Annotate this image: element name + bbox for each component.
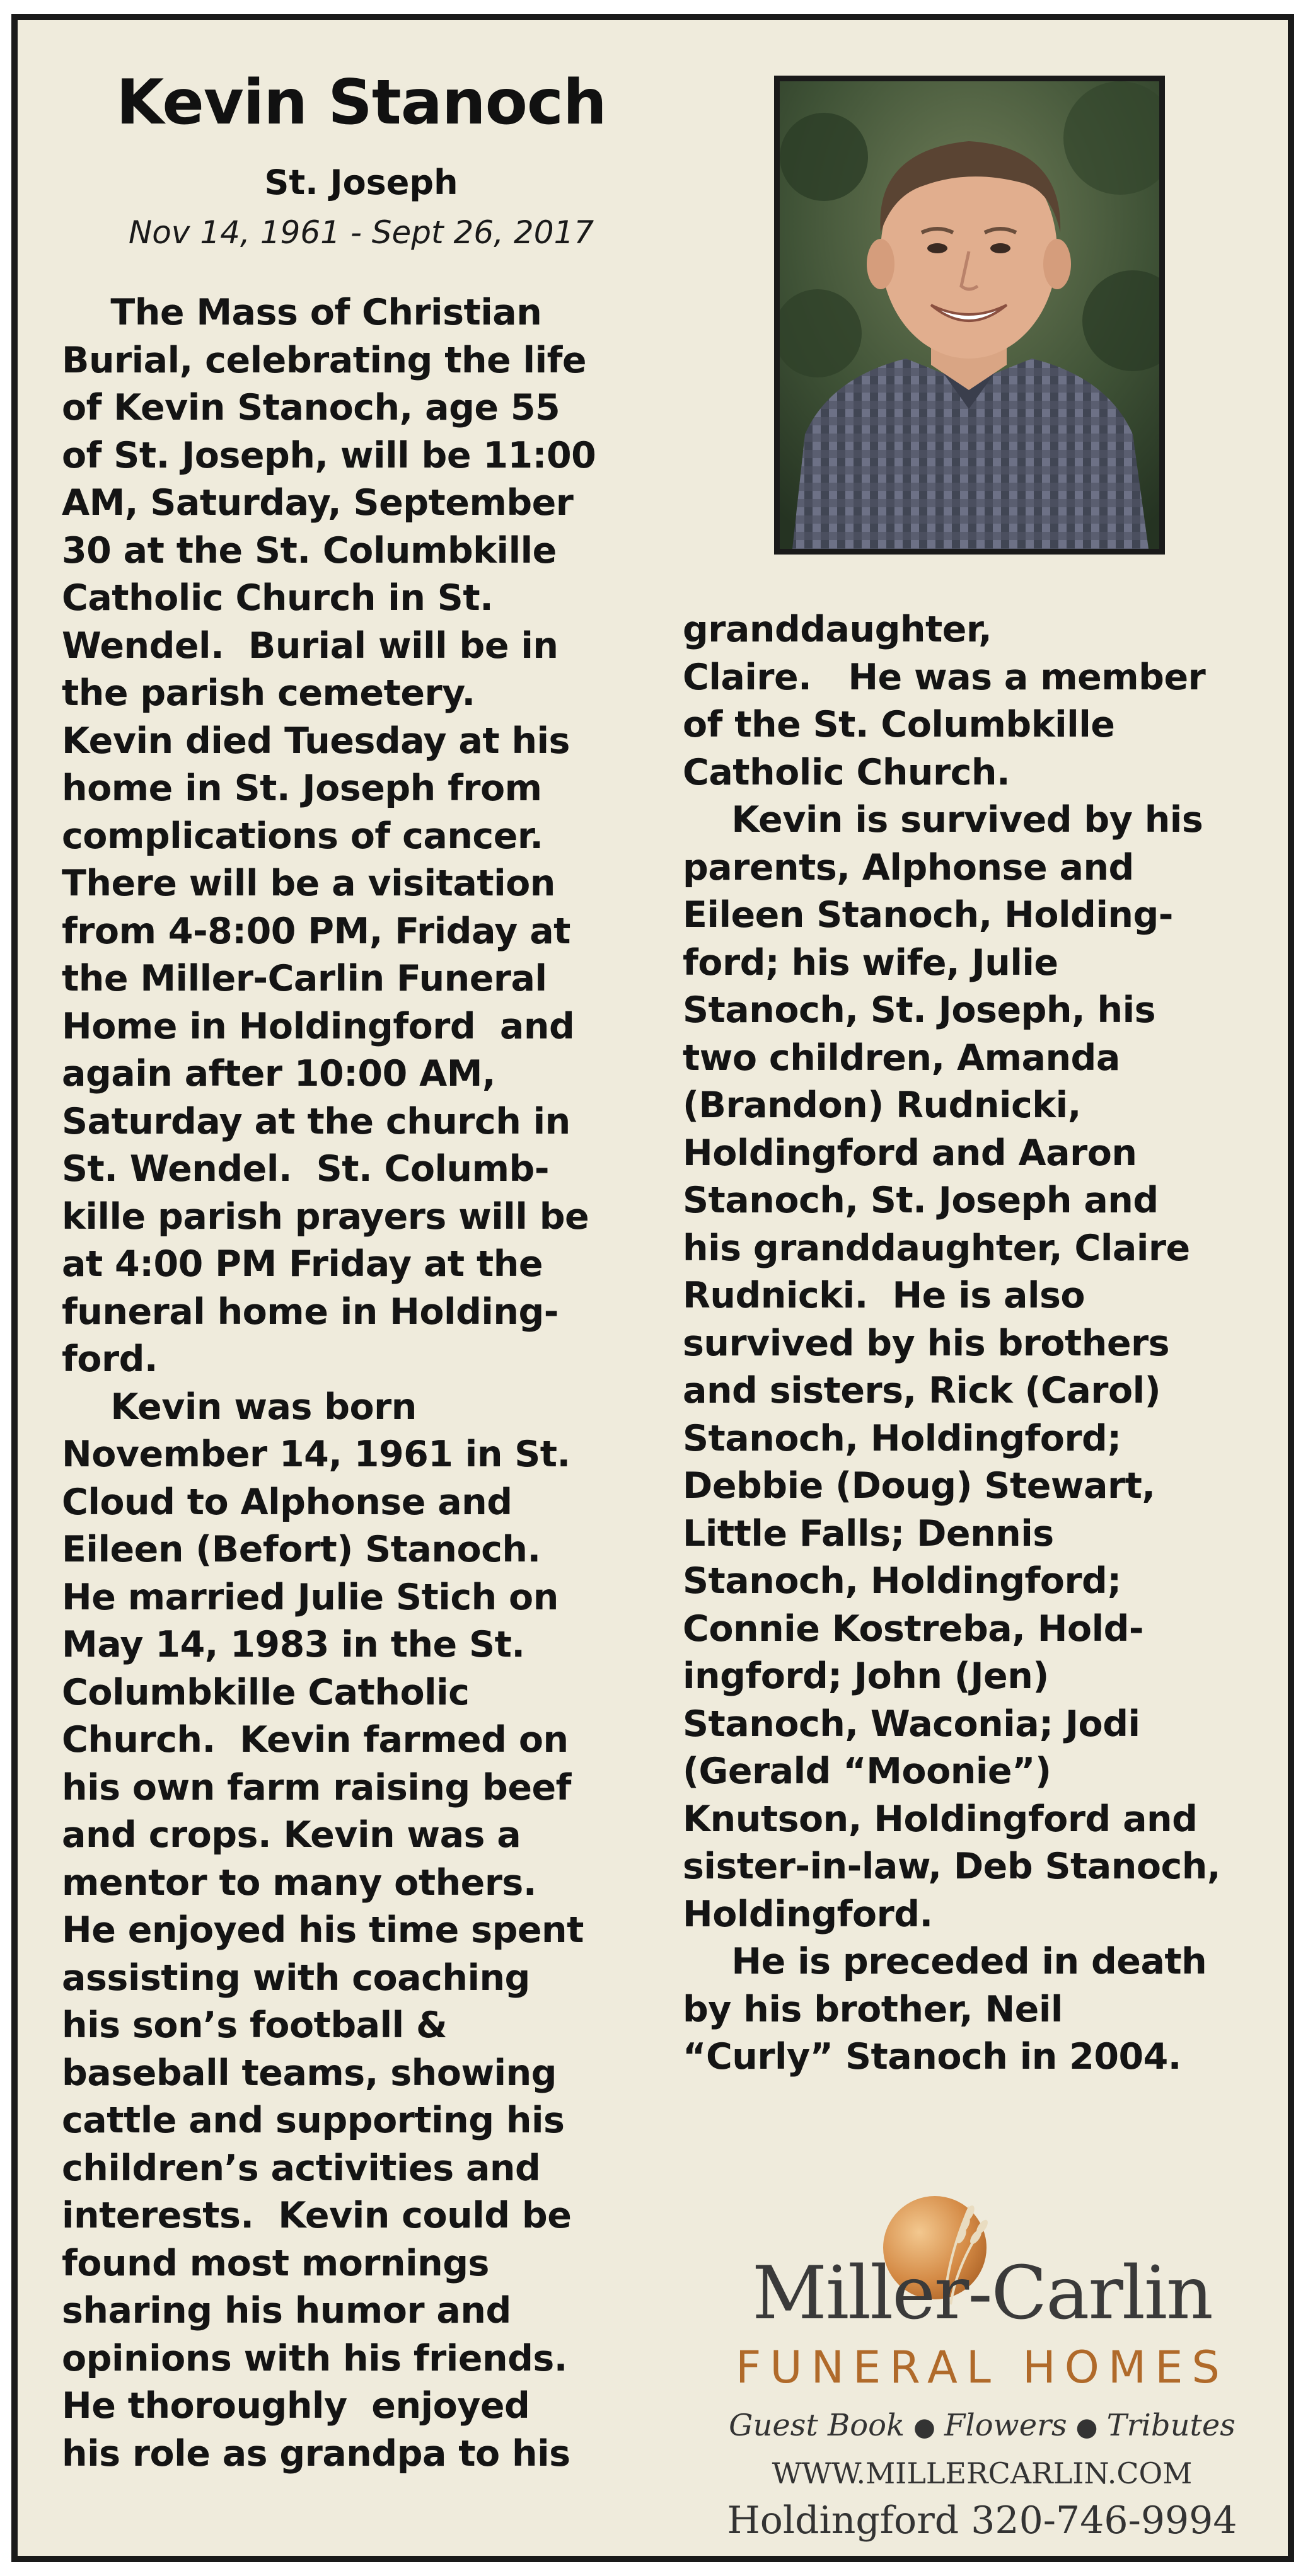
service-tributes: Tributes xyxy=(1106,2408,1236,2443)
text-line: mentor to many others. xyxy=(62,1861,537,1904)
text-line: complications of cancer. xyxy=(62,815,543,857)
portrait-photo xyxy=(774,76,1165,555)
text-line: Stanoch, Holdingford; xyxy=(683,1560,1121,1602)
funeral-home-subtitle: FUNERAL HOMES xyxy=(736,2342,1229,2393)
phone-number: Holdingford 320-746-9994 xyxy=(727,2498,1237,2543)
text-line: Cloud to Alphonse and xyxy=(62,1481,512,1523)
text-line: Church. Kevin farmed on xyxy=(62,1719,569,1761)
text-line: Holdingford. xyxy=(683,1893,933,1935)
text-line: There will be a visitation xyxy=(62,863,555,904)
text-line: Burial, celebrating the life xyxy=(62,339,587,381)
text-line: Claire. He was a member xyxy=(683,656,1206,698)
text-line: Stanoch, St. Joseph and xyxy=(683,1180,1159,1221)
text-line: baseball teams, showing xyxy=(62,2052,557,2094)
text-line: Rudnicki. He is also xyxy=(683,1275,1085,1316)
life-dates: Nov 14, 1961 - Sept 26, 2017 xyxy=(128,214,594,251)
text-line: of the St. Columbkille xyxy=(683,704,1115,745)
text-line: Catholic Church. xyxy=(683,751,1010,793)
text-line: ford; his wife, Julie xyxy=(683,941,1058,984)
text-line: Saturday at the church in xyxy=(62,1100,570,1142)
text-line: Stanoch, St. Joseph, his xyxy=(683,989,1156,1031)
text-line: survived by his brothers xyxy=(683,1322,1170,1364)
text-line: the parish cemetery. xyxy=(62,672,475,714)
text-line: granddaughter, xyxy=(683,609,992,650)
text-line: and crops. Kevin was a xyxy=(62,1814,521,1856)
text-line: Eileen Stanoch, Holding- xyxy=(683,894,1173,936)
text-line: opinions with his friends. xyxy=(62,2337,567,2379)
text-line: He thoroughly enjoyed xyxy=(62,2385,530,2427)
text-line: his son’s football & xyxy=(62,2004,448,2046)
text-line: by his brother, Neil xyxy=(683,1988,1063,2030)
funeral-home-name: Miller-Carlin xyxy=(752,2251,1212,2336)
text-line: his role as grandpa to his xyxy=(62,2432,570,2475)
text-line: of St. Joseph, will be 11:00 xyxy=(62,434,596,476)
text-line: Eileen (Befort) Stanoch. xyxy=(62,1529,541,1570)
text-line: sharing his humor and xyxy=(62,2290,511,2332)
text-line: Kevin was born xyxy=(62,1386,417,1428)
text-line: from 4-8:00 PM, Friday at xyxy=(62,910,570,952)
text-line: funeral home in Holding- xyxy=(62,1291,559,1333)
text-line: (Brandon) Rudnicki, xyxy=(683,1084,1081,1126)
text-line: He married Julie Stich on xyxy=(62,1576,559,1618)
text-line: found most mornings xyxy=(62,2242,489,2284)
text-line: May 14, 1983 in the St. xyxy=(62,1624,525,1665)
text-line: his own farm raising beef xyxy=(62,1766,571,1808)
website-url: WWW.MILLERCARLIN.COM xyxy=(772,2456,1193,2490)
text-line: parents, Alphonse and xyxy=(683,846,1134,888)
text-line: Kevin is survived by his xyxy=(683,799,1203,841)
text-line: his granddaughter, Claire xyxy=(683,1227,1190,1269)
text-line: kille parish prayers will be xyxy=(62,1195,589,1238)
text-line: 30 at the St. Columbkille xyxy=(62,529,557,572)
text-line: Columbkille Catholic xyxy=(62,1671,470,1713)
text-line: of Kevin Stanoch, age 55 xyxy=(62,387,560,428)
bullet-icon: ● xyxy=(1075,2413,1098,2442)
text-line: St. Wendel. St. Columb- xyxy=(62,1148,549,1190)
portrait-icon xyxy=(780,81,1159,549)
text-line: Knutson, Holdingford and xyxy=(683,1798,1198,1840)
text-line: Debbie (Doug) Stewart, xyxy=(683,1465,1155,1507)
text-line: ford. xyxy=(62,1338,158,1380)
text-line: (Gerald “Moonie”) xyxy=(683,1751,1051,1792)
text-line: Connie Kostreba, Hold- xyxy=(683,1607,1144,1650)
text-line: and sisters, Rick (Carol) xyxy=(683,1370,1161,1412)
bullet-icon: ● xyxy=(913,2413,936,2442)
text-line: children’s activities and xyxy=(62,2147,541,2189)
obituary-page xyxy=(11,14,1294,2562)
text-line: The Mass of Christian xyxy=(62,292,542,333)
text-line: interests. Kevin could be xyxy=(62,2195,572,2236)
text-line: Catholic Church in St. xyxy=(62,577,494,619)
text-line: Wendel. Burial will be in xyxy=(62,624,559,667)
service-flowers: Flowers xyxy=(944,2408,1067,2443)
text-line: Kevin died Tuesday at his xyxy=(62,720,570,762)
text-line: again after 10:00 AM, xyxy=(62,1053,496,1095)
service-guest-book: Guest Book xyxy=(729,2408,905,2443)
text-line: Holdingford and Aaron xyxy=(683,1132,1137,1174)
text-line: the Miller-Carlin Funeral xyxy=(62,958,547,999)
text-line: sister-in-law, Deb Stanoch, xyxy=(683,1846,1220,1887)
text-line: Home in Holdingford and xyxy=(62,1005,575,1047)
text-line: ingford; John (Jen) xyxy=(683,1655,1049,1697)
text-line: Little Falls; Dennis xyxy=(683,1512,1054,1555)
text-line: November 14, 1961 in St. xyxy=(62,1434,570,1475)
deceased-name: Kevin Stanoch xyxy=(116,67,606,139)
text-line: Stanoch, Holdingford; xyxy=(683,1417,1121,1459)
obituary-text-right-column xyxy=(683,606,1288,2081)
services-line xyxy=(686,2410,1278,2441)
text-line: at 4:00 PM Friday at the xyxy=(62,1243,543,1285)
text-line: Stanoch, Waconia; Jodi xyxy=(683,1703,1140,1745)
funeral-home-logo xyxy=(686,2188,1278,2553)
obituary-text-left-column xyxy=(62,289,667,2478)
text-line: AM, Saturday, September xyxy=(62,482,574,524)
text-line: “Curly” Stanoch in 2004. xyxy=(683,2036,1181,2078)
text-line: home in St. Joseph from xyxy=(62,768,542,809)
text-line: He enjoyed his time spent xyxy=(62,1909,584,1951)
text-line: cattle and supporting his xyxy=(62,2100,565,2141)
text-line: assisting with coaching xyxy=(62,1957,530,1999)
text-line: two children, Amanda xyxy=(683,1037,1120,1079)
text-line: He is preceded in death xyxy=(683,1941,1207,1982)
hometown: St. Joseph xyxy=(264,163,458,202)
